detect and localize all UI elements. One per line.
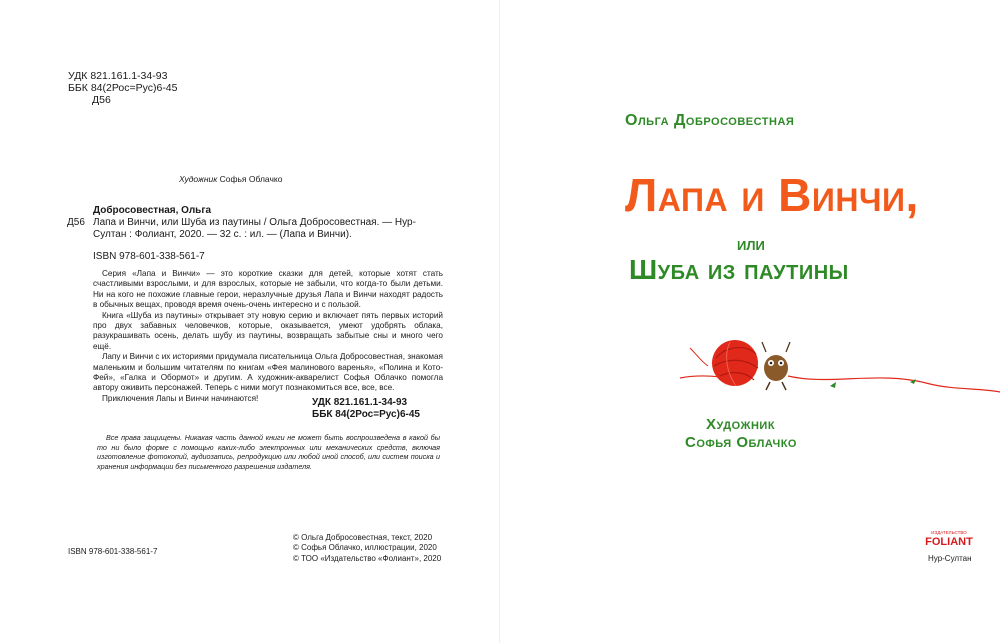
yarn-ball-with-character-icon (680, 330, 1000, 410)
publisher-logo-icon (924, 528, 974, 550)
author-heading: Добросовестная, Ольга (93, 205, 212, 216)
biblio-line: Лапа и Винчи, или Шуба из паутины / Ольга Добросовестная. — Нур- (93, 217, 416, 228)
rights-notice: Все права защищены. Никакая часть данной книги не может быть воспроизведена в какой бы то ни было форме с помощью каких-либо электронных или механических средств, включая изготовление фотокопий, аудиозапись, репродукцию или любой иной способ, или систем поиска и хранения информации без письменного разрешения издателя. (97, 433, 440, 471)
copyright-line: © Ольга Добросовестная, текст, 2020 (293, 533, 433, 542)
right-page (500, 0, 1000, 643)
copyright-line: © Софья Облачко, иллюстрации, 2020 (293, 543, 437, 553)
publisher-city: Нур-Султан (928, 554, 972, 563)
annotation-paragraph: Серия «Лапа и Винчи» — это короткие сказки для детей, которые хотят стать счастливыми взрослыми, и для взрослых, которые не забыли, что когда-то были детьми. Ни на кого не похожие главные герои, неразлучные друзья Лапа и Винчи находят радость в обычных вещах, проводя время очень-очень интересно и с пользой. (93, 269, 443, 310)
annotation-paragraph: Книга «Шуба из паутины» открывает эту новую серию и включает пять первых историй про двух забавных человечков, которые, оказывается, умеют удобрять облака, разукрашивать осень, делать шубу из паутины, возвращать забытые сны и много чего ещё. (93, 310, 443, 351)
artist-name: Софья Облачко (685, 434, 797, 451)
book-subtitle: Шуба из паутины (629, 254, 849, 285)
copyright-line: © ТОО «Издательство «Фолиант», 2020 (293, 553, 442, 563)
illustrator-label: Художник (179, 174, 218, 184)
copyright-block (293, 533, 441, 564)
bbk-line: ББК 84(2Рос=Рус)6-45 (312, 409, 420, 421)
bbk-line: ББК 84(2Рос=Рус)6-45 (68, 82, 178, 95)
author-code-line: Д56 (92, 94, 111, 107)
udk-line: УДК 821.161.1-34-93 (312, 397, 408, 408)
illustrator-name: Софья Облачко (219, 174, 283, 184)
udk-header (68, 70, 178, 107)
catalog-code: Д56 (67, 217, 85, 228)
book-title: Лапа и Винчи, (625, 169, 919, 221)
isbn-record: ISBN 978-601-338-561-7 (93, 251, 205, 262)
biblio-line: Султан : Фолиант, 2020. — 32 с. : ил. — (Лапа и Винчи). (93, 229, 352, 241)
illustrator-credit (179, 174, 282, 184)
publisher-logo-text: FOLIANT (925, 536, 973, 548)
udk-footer (312, 397, 420, 421)
annotation-paragraph: Приключения Лапы и Винчи начинаются! (102, 393, 259, 403)
isbn-bottom: ISBN 978-601-338-561-7 (68, 547, 158, 556)
udk-line: УДК 821.161.1-34-93 (68, 70, 168, 82)
title-conjunction: или (737, 234, 765, 255)
book-author: Ольга Добросовестная (625, 112, 795, 129)
bibliographic-record (93, 217, 440, 242)
publisher-logo-small-text: ИЗДАТЕЛЬСТВО (931, 530, 967, 535)
annotation (93, 269, 443, 404)
annotation-paragraph: Лапу и Винчи с их историями придумала писательница Ольга Добросовестная, знакомая маленьким и большим читателям по книгам «Фея малинового варенья», «Полина и Кото-Фей», «Галка и Обормот» и другим. А художник-акварелист Софья Облачко помогла автору оживить персонажей. Теперь с ними могут познакомиться все, все, все. (93, 352, 443, 393)
artist-label: Художник (706, 416, 776, 433)
